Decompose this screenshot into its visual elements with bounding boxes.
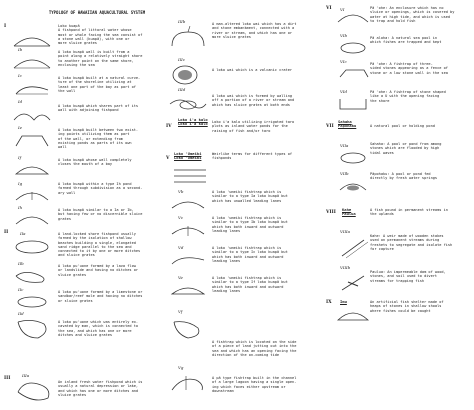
entry-label: IIa	[20, 231, 26, 236]
entry-label: If	[18, 155, 22, 160]
entry-text: A loko kuapā within a type Ih pond formed through subdivision as a second- ary wall	[58, 182, 143, 195]
section-header: Loko i'a kalo Loko i'a kalo	[178, 117, 208, 127]
entry-text: Kahe: A weir made of wooden stakes used on permanent streams during freshets to segregate and isolate fish for capture	[370, 234, 453, 251]
roman-numeral: IV	[166, 124, 172, 129]
entry-text: A loko pu'uone formed by a limestone or sandbar/reef mole and having no ditches or sluice grates	[58, 290, 143, 303]
section-header: Sahaha Pāpohaku	[338, 119, 357, 129]
entry-text: A loko 'umeiki fishtrap which is similar to a type Ia loko kuapā but which has unwalled leading lanes	[212, 190, 288, 203]
entry-label: IIc	[18, 287, 24, 292]
entry-label: VIIIb	[340, 265, 351, 270]
entry-label: VIIa	[340, 143, 349, 148]
entry-label: VIIIa	[340, 229, 351, 234]
roman-numeral: VI	[326, 6, 332, 11]
entry-label: Ib	[18, 47, 23, 52]
sketch-vc	[168, 222, 208, 242]
sketch-vf	[168, 318, 208, 344]
entry-label: Id	[18, 99, 23, 104]
entry-text: A loko 'umeiki fishtrap which is similar to a type If loko kuapā but which has both inward and outward leading lanes	[212, 276, 288, 293]
entry-text: A fish pound in permanent streams in the uplands	[370, 208, 448, 217]
entry-text: Weirlike terms for different types of fishponds	[212, 152, 293, 161]
roman-numeral: IX	[326, 300, 332, 305]
entry-label: Ig	[18, 181, 23, 186]
sketch-vb	[168, 196, 208, 216]
column-1	[2, 0, 162, 410]
roman-numeral: II	[4, 230, 9, 235]
roman-numeral: V	[166, 156, 170, 161]
entry-text: A loko 'umeiki fishtrap which is similar to a type Ib loko kuapā but which has both inward and outward leading lanes	[212, 216, 288, 233]
sketch-viiia	[338, 236, 368, 264]
entry-text: A loko wai which is a volcanic crater	[212, 68, 293, 72]
entry-text: Pā aloha: A natural sea pool in which fishes are trapped and kept	[370, 36, 442, 45]
entry-label: Ih	[18, 205, 23, 210]
sketch-viiib	[338, 272, 368, 298]
sketch-iiia	[14, 380, 54, 408]
entry-text: Loko kuapā A fishpond of littoral water whose most or whole facing the sea consist of a stone wall (kuapā), with one or more sluice grates	[58, 24, 143, 46]
sketch-ve	[168, 282, 208, 302]
sketch-ie	[12, 132, 52, 154]
entry-text: A loko kuapā built at a natural curve- ture of the shoreline utilizing at least one part of the bay as part of the wall	[58, 76, 141, 93]
sketch-id	[10, 106, 54, 128]
entry-label: IIb	[18, 261, 24, 266]
sketch-iiic	[170, 64, 200, 90]
sketch-viib	[336, 178, 370, 198]
entry-text: Loko i'a kalo utilizing irrigated taro plots as inland water ponds for the raising of fish and/or taro	[212, 120, 295, 133]
column-2	[164, 0, 322, 410]
entry-text: A man-altered loko wai which has a dirt and stone embankment, connected with a river or stream, and which has one or more sluice grates	[212, 22, 297, 39]
sketch-viia	[336, 150, 370, 169]
entry-label: VIIb	[340, 171, 349, 176]
roman-numeral: VII	[326, 124, 334, 129]
section-header: Loko 'Umeiki Loko 'Umeiki	[174, 151, 202, 161]
roman-numeral: III	[4, 376, 11, 381]
entry-text: An artificial fish shelter made of heaps of stones in shallow shoals where fishes could be caught	[370, 300, 444, 313]
entry-label: IIIa	[22, 373, 30, 378]
sketch-vid	[336, 96, 370, 115]
entry-text: A loko pu'uone which was entirely ex- cavated by man, which is connected to the sea, and which has one or more ditches and sluice grates	[58, 320, 139, 337]
entry-text: A loko kuapā similar to a Ia or Ib, but having few or no discernible sluice grates	[58, 208, 143, 221]
roman-numeral: VIII	[326, 210, 336, 215]
sketch-ix	[336, 308, 370, 328]
sketch-vib	[336, 40, 370, 59]
sketch-vic	[336, 66, 370, 85]
entry-text: Pā 'ohe: A fishtrap of stone shaped like a U with the opening facing the shore	[370, 90, 446, 103]
roman-numeral: I	[4, 24, 7, 29]
entry-text: A pā type fishtrap built in the channel of a large lagoon having a single open- ing which faces either upstream or downstream	[212, 376, 297, 393]
entry-label: IId	[18, 311, 24, 316]
entry-text: A land-locked shore fishpond usually formed by the isolation of shallow beaches building a single, elongated sand ridge parallel to the sea and connected to it by one or more ditches and sluice grates	[58, 232, 141, 258]
entry-label: Vd	[178, 245, 184, 250]
column-3	[324, 0, 472, 410]
entry-text: Pā 'ohe: An enclosure which has no sluice or openings, which is covered by water at high tide, and which is used to trap and hold fish	[370, 6, 455, 23]
sketch-if	[12, 162, 52, 182]
entry-label: VId	[340, 89, 348, 94]
entry-text: A loko kuapā which shares part of its wall with adjoining fishpond	[58, 104, 139, 113]
entry-text: An inland fresh water fishpond which is usually a natural depression or lake, and which has one or more ditches and sluice grates	[58, 380, 143, 397]
entry-text: A loko wai which is formed by walling off a portion of a river or stream and which has sluice grates at both ends	[212, 94, 295, 107]
sketch-iia	[12, 238, 52, 260]
entry-text: A loko 'umeiki fishtrap which is similar to a type Ic loko kuapā but which has both inward and outward leading lanes	[212, 246, 288, 263]
entry-label: VIc	[340, 59, 347, 64]
entry-text: A loko kuapā built between two exist- ing points utilizing them as part of the wall, or extending from existing ponds as parts of its own wall	[58, 128, 139, 150]
entry-text: A loko kuapā wall is built from a point along a relatively straight shore to another point on the same shore, enclosing the sea	[58, 50, 143, 67]
entry-label: Ve	[178, 275, 183, 280]
entry-text: Pā 'ohe: A fishtrap of three- sided stones appearing as a fence of stone or a low stone wall in the sea	[370, 62, 448, 75]
entry-label: Ie	[18, 125, 22, 130]
entry-label: Vb	[178, 189, 184, 194]
entry-label: Vg	[178, 365, 184, 370]
entry-label: Vc	[178, 215, 184, 220]
entry-text: A natural pool or holding pond	[370, 124, 435, 128]
sketch-via	[336, 7, 370, 30]
entry-label: Ic	[18, 73, 22, 78]
entry-label: VI	[340, 7, 345, 12]
entry-label: VIb	[340, 33, 348, 38]
sketch-vg	[168, 372, 208, 398]
entry-text: A loko pu'uone formed by a lava flow or landslide and having no ditches or sluice grates	[58, 264, 139, 277]
sketch-vd	[168, 252, 208, 272]
sketch-iiib	[168, 26, 208, 56]
entry-text: Paulua: An impermeable dam of wood, stones, and soil used to divert streams for trapping fish	[370, 270, 446, 283]
entry-label: IIId	[178, 87, 186, 92]
entry-text: Pāpohaku: A pool or pond fed directly by fresh water springs	[370, 172, 438, 181]
entry-text: Sahaha: A pool or pond from among stones which are flooded by high tidal waves	[370, 142, 442, 155]
section-header: Imu	[340, 299, 347, 304]
sketch-iid	[12, 318, 52, 344]
sketch-iib	[12, 268, 52, 288]
entry-label: IIIc	[178, 57, 185, 62]
entry-label: Vf	[178, 309, 183, 314]
entry-label: IIIb	[178, 19, 186, 24]
entry-text: A fishtrap which is located on the side of a piece of land jutting out into the sea and which has an opening facing the direction of the on-coming tide	[212, 340, 297, 357]
entry-text: A loko kuapā whose wall completely closes the mouth of a bay	[58, 158, 132, 167]
section-header: Kahe Paulua	[342, 207, 356, 217]
document-title: TYPOLOGY OF HAWAIIAN AQUACULTURAL SYSTEM	[48, 10, 146, 15]
sketch-ih	[12, 212, 52, 232]
